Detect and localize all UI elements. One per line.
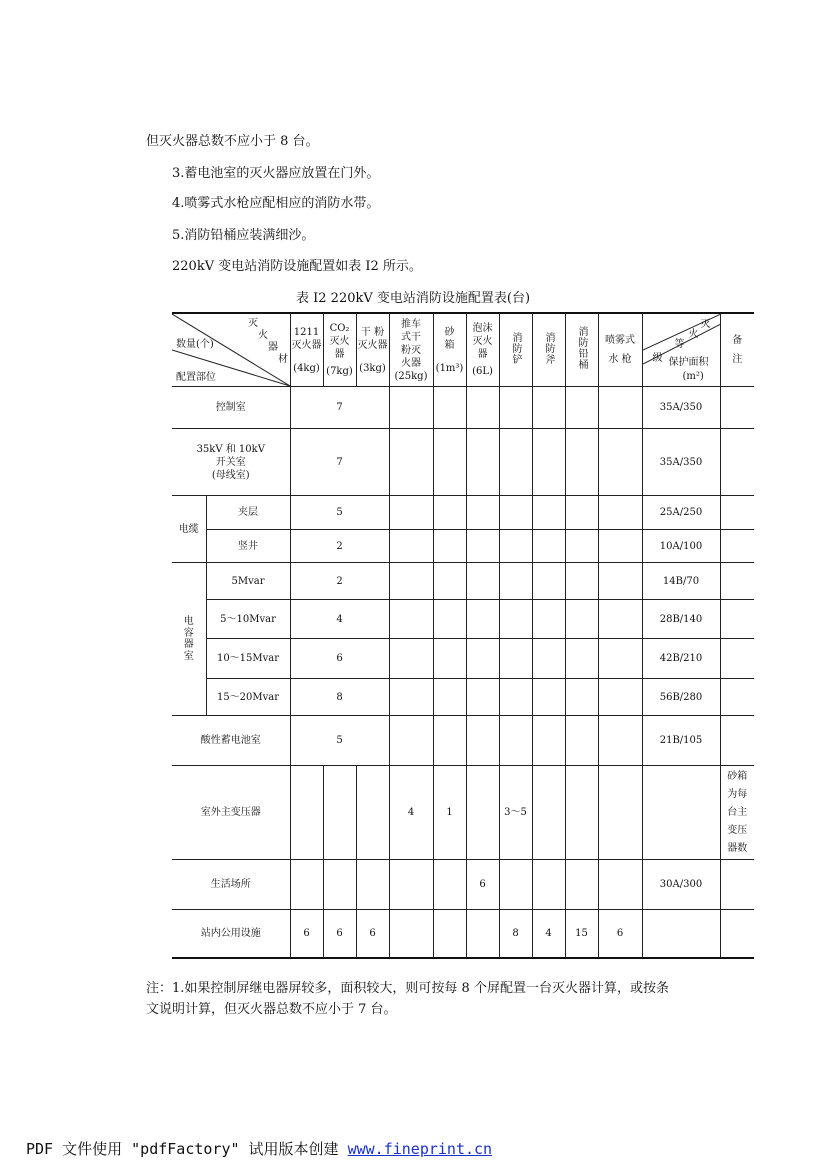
cell-rating: 35A/350: [642, 429, 720, 496]
group-label-cable: 电缆: [172, 496, 206, 563]
row-label-text: 35kV 和 10kV 开关室 (母线室): [196, 443, 265, 481]
corner-char-1: 灭: [248, 318, 258, 329]
cell-extinguisher-count: 7: [290, 387, 389, 429]
rating-char-level: 级: [652, 353, 663, 364]
col-header-sand-box-unit: (1m³): [435, 362, 464, 374]
col-header-axe: [532, 313, 565, 387]
cell-extinguisher-count: 8: [290, 679, 389, 716]
col-header-sand-box-name: 砂 箱: [444, 326, 455, 351]
table-row: [172, 679, 754, 716]
corner-header-cell: [172, 313, 290, 387]
table-row: [172, 563, 754, 600]
row-label: 10～15Mvar: [206, 639, 290, 679]
cell-rating: 56B/280: [642, 679, 720, 716]
col-header-co2-unit: (7kg): [326, 366, 353, 377]
col-header-co2: [323, 313, 356, 387]
cell-cart: 4: [389, 766, 433, 860]
col-header-remarks: [720, 313, 754, 387]
rating-char-mid: 火: [688, 329, 699, 340]
cell-remark-text: 砂箱 为每 台主 变压 器数: [727, 770, 748, 854]
cell-extinguisher-count: 5: [290, 716, 389, 766]
cell-axe: 4: [532, 910, 565, 958]
col-header-cart-name: 推车 式干 粉灭 火器: [401, 318, 421, 369]
col-header-1211-name: 1211 灭火器: [291, 326, 322, 351]
cell-extinguisher-count: 7: [290, 429, 389, 496]
table-row: [172, 860, 754, 910]
table-row: [172, 910, 754, 958]
cell-extinguisher-count: 2: [290, 563, 389, 600]
row-label: 控制室: [172, 387, 290, 429]
cell-rating: 21B/105: [642, 716, 720, 766]
table-row: [172, 429, 754, 496]
cell-rating: 30A/300: [642, 860, 720, 910]
corner-location-label: 配置部位: [176, 372, 216, 383]
col-header-dry-powder: [356, 313, 389, 387]
cell-spray-gun: 6: [598, 910, 642, 958]
cell-dry-powder: 6: [356, 910, 389, 958]
pdf-footer: [26, 1138, 492, 1159]
col-header-1211: [290, 313, 323, 387]
table-row: [172, 387, 754, 429]
row-label: 站内公用设施: [172, 910, 290, 958]
footer-text: PDF 文件使用 "pdfFactory" 试用版本创建: [26, 1140, 348, 1158]
rating-char-top: 灭: [700, 319, 711, 330]
row-label: 5～10Mvar: [206, 600, 290, 639]
paragraph-5: 220kV 变电站消防设施配置如表 I2 所示。: [172, 259, 422, 274]
rating-char-mid2: 等: [674, 339, 685, 350]
col-header-dry-powder-unit: (3kg): [359, 362, 386, 374]
cell-bucket: 15: [565, 910, 598, 958]
cell-rating: 35A/350: [642, 387, 720, 429]
group-label-capacitor-text: 电 容 器 室: [183, 616, 194, 662]
col-header-spray-gun: [598, 313, 642, 387]
footer-link[interactable]: www.fineprint.cn: [347, 1140, 493, 1158]
paragraph-4: 5.消防铅桶应装满细沙。: [172, 228, 315, 243]
cell-rating: 42B/210: [642, 639, 720, 679]
row-label: 竖井: [206, 530, 290, 563]
table-row: [172, 600, 754, 639]
row-label: 室外主变压器: [172, 766, 290, 860]
table-caption: 表 I2 220kV 变电站消防设施配置表(台): [296, 291, 531, 306]
row-label: 酸性蓄电池室: [172, 716, 290, 766]
cell-co2: 6: [323, 910, 356, 958]
rating-unit: (m²): [682, 371, 704, 382]
cell-shovel: 8: [499, 910, 532, 958]
col-header-foam-name: 泡沫 灭火 器: [472, 323, 493, 360]
row-label: 15～20Mvar: [206, 679, 290, 716]
col-header-foam-unit: (6L): [472, 366, 493, 377]
cell-extinguisher-count: 2: [290, 530, 389, 563]
rating-protect-area: 保护面积: [668, 357, 709, 368]
fire-equipment-table: [172, 312, 754, 959]
cell-shovel: 3～5: [499, 766, 532, 860]
cell-extinguisher-count: 6: [290, 639, 389, 679]
table-row: [172, 716, 754, 766]
group-label-capacitor: [172, 563, 206, 716]
cell-rating: 14B/70: [642, 563, 720, 600]
corner-char-4: 材: [278, 354, 288, 365]
cell-1211: 6: [290, 910, 323, 958]
col-header-bucket: [565, 313, 598, 387]
col-header-sand-box: [433, 313, 466, 387]
corner-char-3: 器: [268, 342, 278, 353]
row-label: 夹层: [206, 496, 290, 530]
cell-extinguisher-count: 4: [290, 600, 389, 639]
table-row: [172, 766, 754, 860]
col-header-cart-unit: (25kg): [394, 370, 428, 382]
paragraph-1: 但灭火器总数不应小于 8 台。: [146, 134, 319, 149]
col-header-axe-name: 消防斧: [543, 331, 554, 365]
corner-char-2: 火: [258, 330, 268, 341]
cell-rating: 28B/140: [642, 600, 720, 639]
col-header-spray-gun-name: 喷雾式 水 枪: [605, 335, 635, 365]
col-header-fire-rating: [642, 313, 720, 387]
paragraph-2: 3.蓄电池室的灭火器应放置在门外。: [172, 166, 380, 181]
cell-rating: 25A/250: [642, 496, 720, 530]
note-line-1: 注：1.如果控制屏继电器屏较多，面积较大，则可按每 8 个屏配置一台灭火器计算，或按条: [146, 981, 669, 996]
col-header-1211-unit: (4kg): [293, 362, 320, 374]
col-header-co2-name: CO₂ 灭火 器: [329, 323, 350, 360]
corner-quantity-label: 数量(个): [176, 339, 214, 350]
table-row: [172, 496, 754, 530]
paragraph-3: 4.喷雾式水枪应配相应的消防水带。: [172, 196, 380, 211]
row-label: 5Mvar: [206, 563, 290, 600]
table-row: [172, 639, 754, 679]
col-header-remarks-label: 备 注: [732, 335, 743, 365]
cell-rating: 10A/100: [642, 530, 720, 563]
cell-remark: [720, 766, 754, 860]
col-header-cart: [389, 313, 433, 387]
col-header-shovel-name: 消防铲: [510, 331, 521, 365]
cell-extinguisher-count: 5: [290, 496, 389, 530]
row-label: [172, 429, 290, 496]
table-row: [172, 530, 754, 563]
col-header-shovel: [499, 313, 532, 387]
note-line-2: 文说明计算，但灭火器总数不应小于 7 台。: [146, 1002, 397, 1017]
col-header-bucket-name: 消防铅桶: [576, 326, 587, 370]
row-label: 生活场所: [172, 860, 290, 910]
col-header-foam: [466, 313, 499, 387]
cell-sand-box: 1: [433, 766, 466, 860]
cell-foam: 6: [466, 860, 499, 910]
col-header-dry-powder-name: 干 粉 灭火器: [357, 326, 388, 351]
